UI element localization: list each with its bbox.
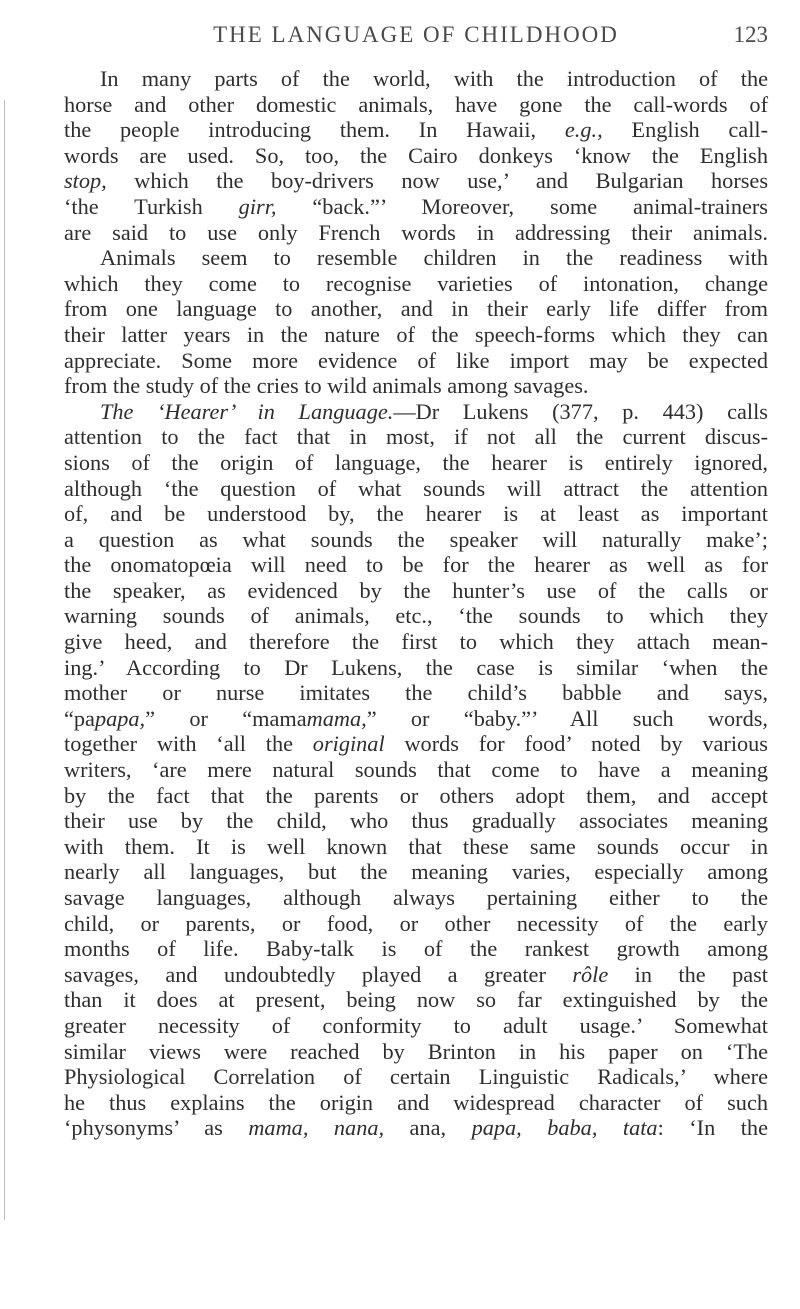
text-line: mother or nurse imitates the child’s babble and says, [64,680,768,706]
text-line: by the fact that the parents or others adopt them, and accept [64,782,768,808]
text-line: he thus explains the origin and widespread character of such [64,1089,768,1115]
text-line: ‘physonyms’ as mama, nana, ana, papa, baba, tata: ‘In the [64,1115,768,1141]
text-line: ‘the Turkish girr, “back.”’ Moreover, some animal-trainers [64,193,768,219]
text-line: “papapa,” or “mamamama,” or “baby.”’ All such words, [64,705,768,731]
text-line: greater necessity of conformity to adult usage.’ Somewhat [64,1012,768,1038]
text-line: nearly all languages, but the meaning varies, especially among [64,859,768,885]
text-line: Physiological Correlation of certain Linguistic Radicals,’ where [64,1064,768,1090]
text-line: Animals seem to resemble children in the readiness with [100,245,768,271]
text-line: with them. It is well known that these same sounds occur in [64,833,768,859]
body-text [64,66,768,1141]
text-line: a question as what sounds the speaker will naturally make’; [64,526,768,552]
text-line: months of life. Baby-talk is of the rankest growth among [64,936,768,962]
text-line: their use by the child, who thus gradually associates meaning [64,808,768,834]
text-line: words are used. So, too, the Cairo donkeys ‘know the English [64,142,768,168]
text-line: horse and other domestic animals, have gone the call-words of [64,91,768,117]
text-line: warning sounds of animals, etc., ‘the sounds to which they [64,603,768,629]
text-line: savages, and undoubtedly played a greater rôle in the past [64,961,768,987]
text-line: give heed, and therefore the first to which they attach mean- [64,629,768,655]
text-line: writers, ‘are mere natural sounds that come to have a meaning [64,757,768,783]
text-line: than it does at present, being now so far extinguished by the [64,987,768,1013]
text-line: their latter years in the nature of the speech-forms which they can [64,321,768,347]
page-header [64,18,768,58]
text-line: ing.’ According to Dr Lukens, the case is similar ‘when the [64,654,768,680]
text-line: from one language to another, and in their early life differ from [64,296,768,322]
text-line: similar views were reached by Brinton in his paper on ‘The [64,1038,768,1064]
text-line: attention to the fact that in most, if not all the current discus- [64,424,768,450]
text-line: although ‘the question of what sounds will attract the attention [64,475,768,501]
text-line: stop, which the boy-drivers now use,’ and Bulgarian horses [64,168,768,194]
text-line: are said to use only French words in addressing their animals. [64,219,768,245]
text-line: from the study of the cries to wild animals among savages. [64,373,589,399]
text-line: together with ‘all the original words for food’ noted by various [64,731,768,757]
text-line: of, and be understood by, the hearer is at least as important [64,501,768,527]
running-title: THE LANGUAGE OF CHILDHOOD [213,22,619,47]
margin-shadow [4,100,5,1220]
text-line: child, or parents, or food, or other necessity of the early [64,910,768,936]
text-line: which they come to recognise varieties of intonation, change [64,270,768,296]
text-line: The ‘Hearer’ in Language.—Dr Lukens (377, p. 443) calls [100,398,768,424]
text-line: the onomatopœia will need to be for the hearer as well as for [64,552,768,578]
text-line: the people introducing them. In Hawaii, e.g., English call- [64,117,769,143]
text-line: appreciate. Some more evidence of like import may be expected [64,347,768,373]
text-line: the speaker, as evidenced by the hunter’s use of the calls or [64,577,768,603]
text-line: In many parts of the world, with the introduction of the [100,66,768,91]
page-number: 123 [733,22,768,47]
text-line: savage languages, although always pertaining either to the [64,885,768,910]
text-line: sions of the origin of language, the hearer is entirely ignored, [64,449,768,475]
